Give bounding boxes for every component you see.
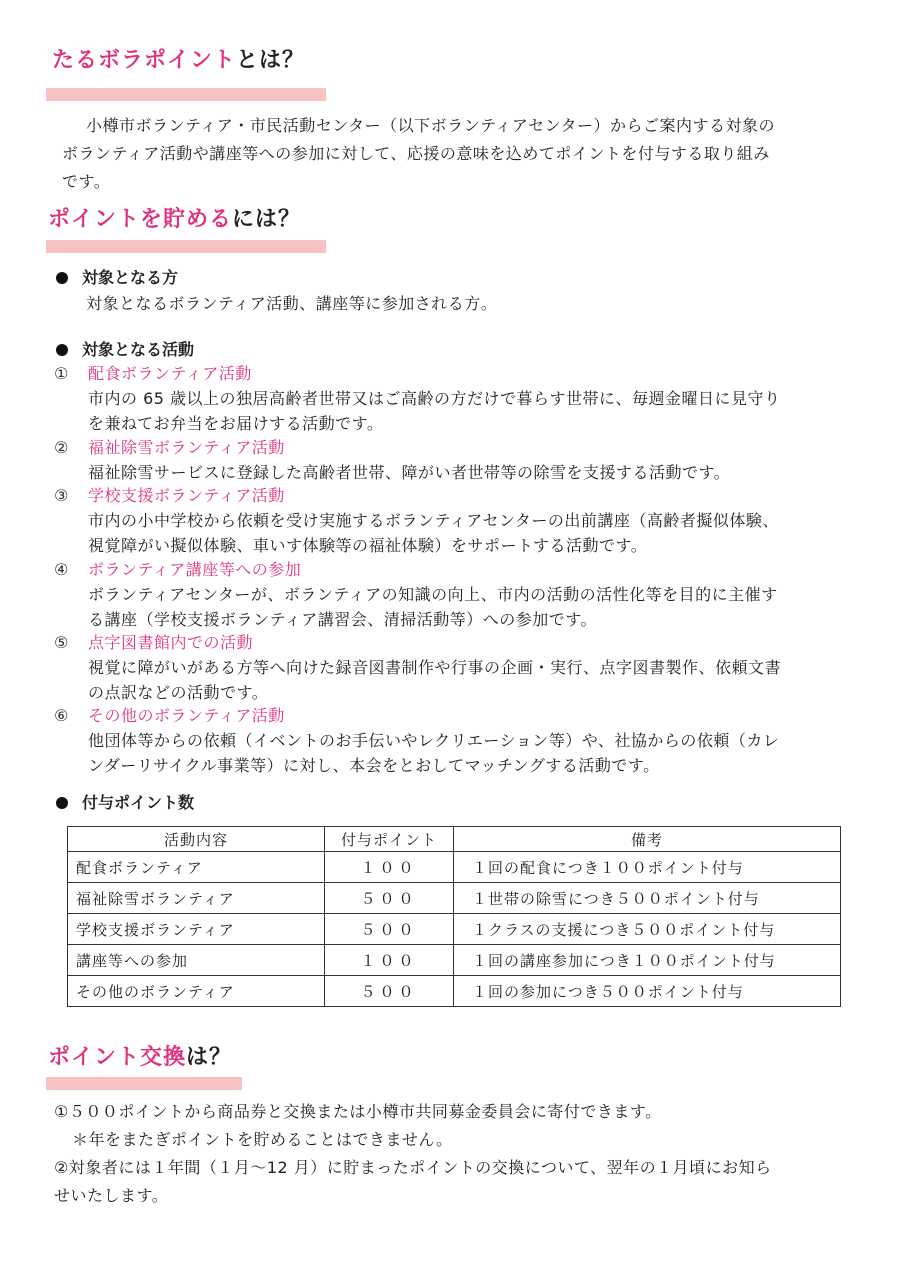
- activity-title: ボランティア講座等への参加: [88, 560, 302, 579]
- activity-desc: 市内の 65 歳以上の独居高齢者世帯又はご高齢の方だけで暮らす世帯に、毎週金曜日に見守り: [88, 389, 781, 408]
- activity-number: ①: [54, 364, 69, 383]
- activity-number: ④: [54, 560, 69, 579]
- activity-desc: 視覚障がい擬似体験、車いす体験等の福祉体験）をサポートする活動です。: [88, 536, 648, 555]
- table-cell: １クラスの支援につき５００ポイント付与: [454, 914, 841, 945]
- exchange-line-3: せいたします。: [54, 1186, 169, 1205]
- table-cell: 講座等への参加: [68, 945, 325, 976]
- table-cell: １回の参加につき５００ポイント付与: [454, 976, 841, 1007]
- heading-pink: ポイント交換: [48, 1045, 187, 1070]
- section-heading-earn: [48, 205, 301, 235]
- activity-desc: の点訳などの活動です。: [88, 683, 269, 702]
- table-cell: ５００: [325, 914, 454, 945]
- table-header-row: [68, 827, 841, 852]
- table-header: 備考: [454, 827, 841, 852]
- activity-desc: る講座（学校支援ボランティア講習会、清掃活動等）への参加です。: [88, 610, 597, 629]
- heading-black: には？: [232, 207, 302, 232]
- table-row: [68, 945, 841, 976]
- heading-pink: たるボラポイント: [52, 48, 237, 73]
- table-cell: １００: [325, 945, 454, 976]
- activity-desc: 他団体等からの依頼（イベントのお手伝いやレクリエーション等）や、社協からの依頼（カレ: [88, 731, 780, 750]
- heading-underline: [46, 1077, 242, 1090]
- table-cell: １回の配食につき１００ポイント付与: [454, 852, 841, 883]
- activity-title: 学校支援ボランティア活動: [88, 486, 285, 505]
- activity-number: ⑥: [54, 706, 69, 725]
- heading-black: とは？: [236, 48, 306, 73]
- activity-desc: を兼ねてお弁当をお届けする活動です。: [88, 414, 384, 433]
- points-table: [67, 826, 841, 1007]
- bullet-icon: [56, 272, 68, 284]
- table-header: 付与ポイント: [325, 827, 454, 852]
- intro-line-1: 小樽市ボランティア・市民活動センター（以下ボランティアセンター）からご案内する対象の: [86, 116, 776, 135]
- table-cell: ５００: [325, 883, 454, 914]
- table-cell: その他のボランティア: [68, 976, 325, 1007]
- activity-desc: ンダーリサイクル事業等）に対し、本会をとおしてマッチングする活動です。: [88, 756, 660, 775]
- activity-desc: ボランティアセンターが、ボランティアの知識の向上、市内の活動の活性化等を目的に主催す: [88, 585, 778, 604]
- table-row: [68, 883, 841, 914]
- activity-title: 点字図書館内での活動: [88, 633, 254, 652]
- heading-underline: [46, 88, 326, 101]
- exchange-line-2: ②対象者には１年間（１月～12 月）に貯まったポイントの交換について、翌年の１月頃にお知ら: [54, 1158, 772, 1177]
- activity-number: ⑤: [54, 633, 69, 652]
- points-title: 付与ポイント数: [56, 791, 194, 815]
- table-cell: ５００: [325, 976, 454, 1007]
- table-header: 活動内容: [68, 827, 325, 852]
- section-heading-what: [52, 46, 305, 76]
- table-row: [68, 914, 841, 945]
- target-text: 対象となるボランティア活動、講座等に参加される方。: [86, 294, 498, 313]
- table-cell: 福祉除雪ボランティア: [68, 883, 325, 914]
- bullet-icon: [56, 797, 68, 809]
- table-cell: １００: [325, 852, 454, 883]
- table-row: [68, 976, 841, 1007]
- activity-number: ③: [54, 486, 69, 505]
- activity-title: 福祉除雪ボランティア活動: [88, 438, 285, 457]
- heading-black: は？: [186, 1045, 233, 1070]
- intro-line-3: です。: [62, 172, 111, 191]
- table-cell: 学校支援ボランティア: [68, 914, 325, 945]
- activity-title: その他のボランティア活動: [88, 706, 285, 725]
- activity-desc: 福祉除雪サービスに登録した高齢者世帯、障がい者世帯等の除雪を支援する活動です。: [88, 463, 731, 482]
- heading-pink: ポイントを貯める: [48, 207, 233, 232]
- activity-title: 配食ボランティア活動: [88, 364, 252, 383]
- activity-number: ②: [54, 438, 69, 457]
- target-title: 対象となる方: [56, 266, 178, 290]
- intro-line-2: ボランティア活動や講座等への参加に対して、応援の意味を込めてポイントを付与する取り組み: [62, 144, 770, 163]
- heading-underline: [46, 240, 326, 253]
- table-cell: １回の講座参加につき１００ポイント付与: [454, 945, 841, 976]
- exchange-note: ＊年をまたぎポイントを貯めることはできません。: [72, 1130, 453, 1149]
- activities-title: 対象となる活動: [56, 338, 194, 362]
- table-cell: 配食ボランティア: [68, 852, 325, 883]
- activity-desc: 市内の小中学校から依頼を受け実施するボランティアセンターの出前講座（高齢者擬似体験、: [88, 511, 779, 530]
- exchange-line-1: ①５００ポイントから商品券と交換または小樽市共同募金委員会に寄付できます。: [54, 1102, 662, 1121]
- table-cell: １世帯の除雪につき５００ポイント付与: [454, 883, 841, 914]
- bullet-icon: [56, 344, 68, 356]
- table-row: [68, 852, 841, 883]
- activity-desc: 視覚に障がいがある方等へ向けた録音図書制作や行事の企画・実行、点字図書製作、依頼文書: [88, 658, 782, 677]
- section-heading-exchange: [48, 1043, 232, 1073]
